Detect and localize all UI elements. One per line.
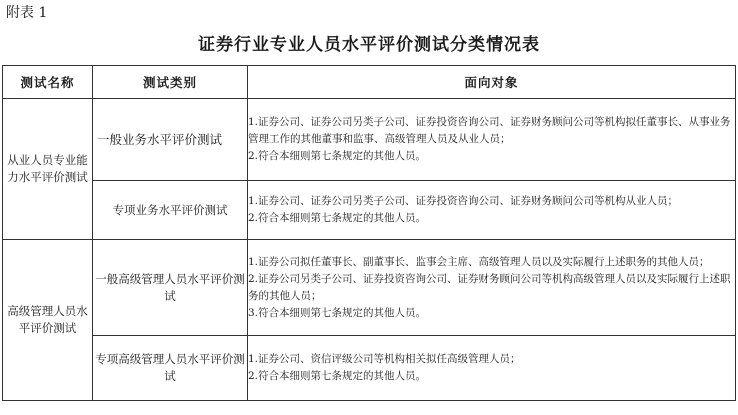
test-type-general-business: 一般业务水平评价测试 xyxy=(93,99,248,181)
target-cell xyxy=(248,181,736,240)
target-item: 2.符合本细则第七条规定的其他人员。 xyxy=(248,150,427,162)
test-type-special-business: 专项业务水平评价测试 xyxy=(93,181,248,240)
header-target-audience: 面向对象 xyxy=(248,66,736,99)
document-title: 证券行业专业人员水平评价测试分类情况表 xyxy=(198,35,540,55)
classification-table xyxy=(2,65,736,401)
header-test-category: 测试类别 xyxy=(93,66,248,99)
test-type-special-senior: 专项高级管理人员水平评价测试 xyxy=(93,336,248,401)
test-type-general-senior: 一般高级管理人员水平评价测试 xyxy=(93,240,248,336)
target-item: 2.符合本细则第七条规定的其他人员。 xyxy=(248,370,427,382)
group-name-practitioner: 从业人员专业能力水平评价测试 xyxy=(3,99,93,240)
target-item: 1.证券公司、证券公司另类子公司、证券投资咨询公司、证券财务顾问公司等机构拟任董事长、从事业务管理工作的其他董事和监事、高级管理人员及从业人员； xyxy=(248,116,731,145)
target-cell xyxy=(248,99,736,181)
target-item: 2.符合本细则第七条规定的其他人员。 xyxy=(248,212,427,224)
header-test-name: 测试名称 xyxy=(3,66,93,99)
table-row xyxy=(3,181,736,240)
target-cell xyxy=(248,240,736,336)
table-row xyxy=(3,336,736,401)
target-item: 1.证券公司、资信评级公司等机构相关拟任高级管理人员； xyxy=(248,353,521,365)
table-row xyxy=(3,99,736,181)
group-name-senior-management: 高级管理人员水平评价测试 xyxy=(3,240,93,401)
table-row xyxy=(3,240,736,336)
table-header-row xyxy=(3,66,736,99)
target-cell xyxy=(248,336,736,401)
target-item: 2.证券公司另类子公司、证券投资咨询公司、证券财务顾问公司等机构高级管理人员以及实际履行上述职务的其他人员； xyxy=(248,272,731,302)
target-item: 3.符合本细则第七条规定的其他人员。 xyxy=(248,306,427,319)
target-item: 1.证券公司、证券公司另类子公司、证券投资咨询公司、证券财务顾问公司等机构从业人员； xyxy=(248,195,679,207)
appendix-label: 附表 1 xyxy=(6,5,48,21)
target-item: 1.证券公司拟任董事长、副董事长、监事会主席、高级管理人员以及实际履行上述职务的其他人员； xyxy=(248,255,710,268)
